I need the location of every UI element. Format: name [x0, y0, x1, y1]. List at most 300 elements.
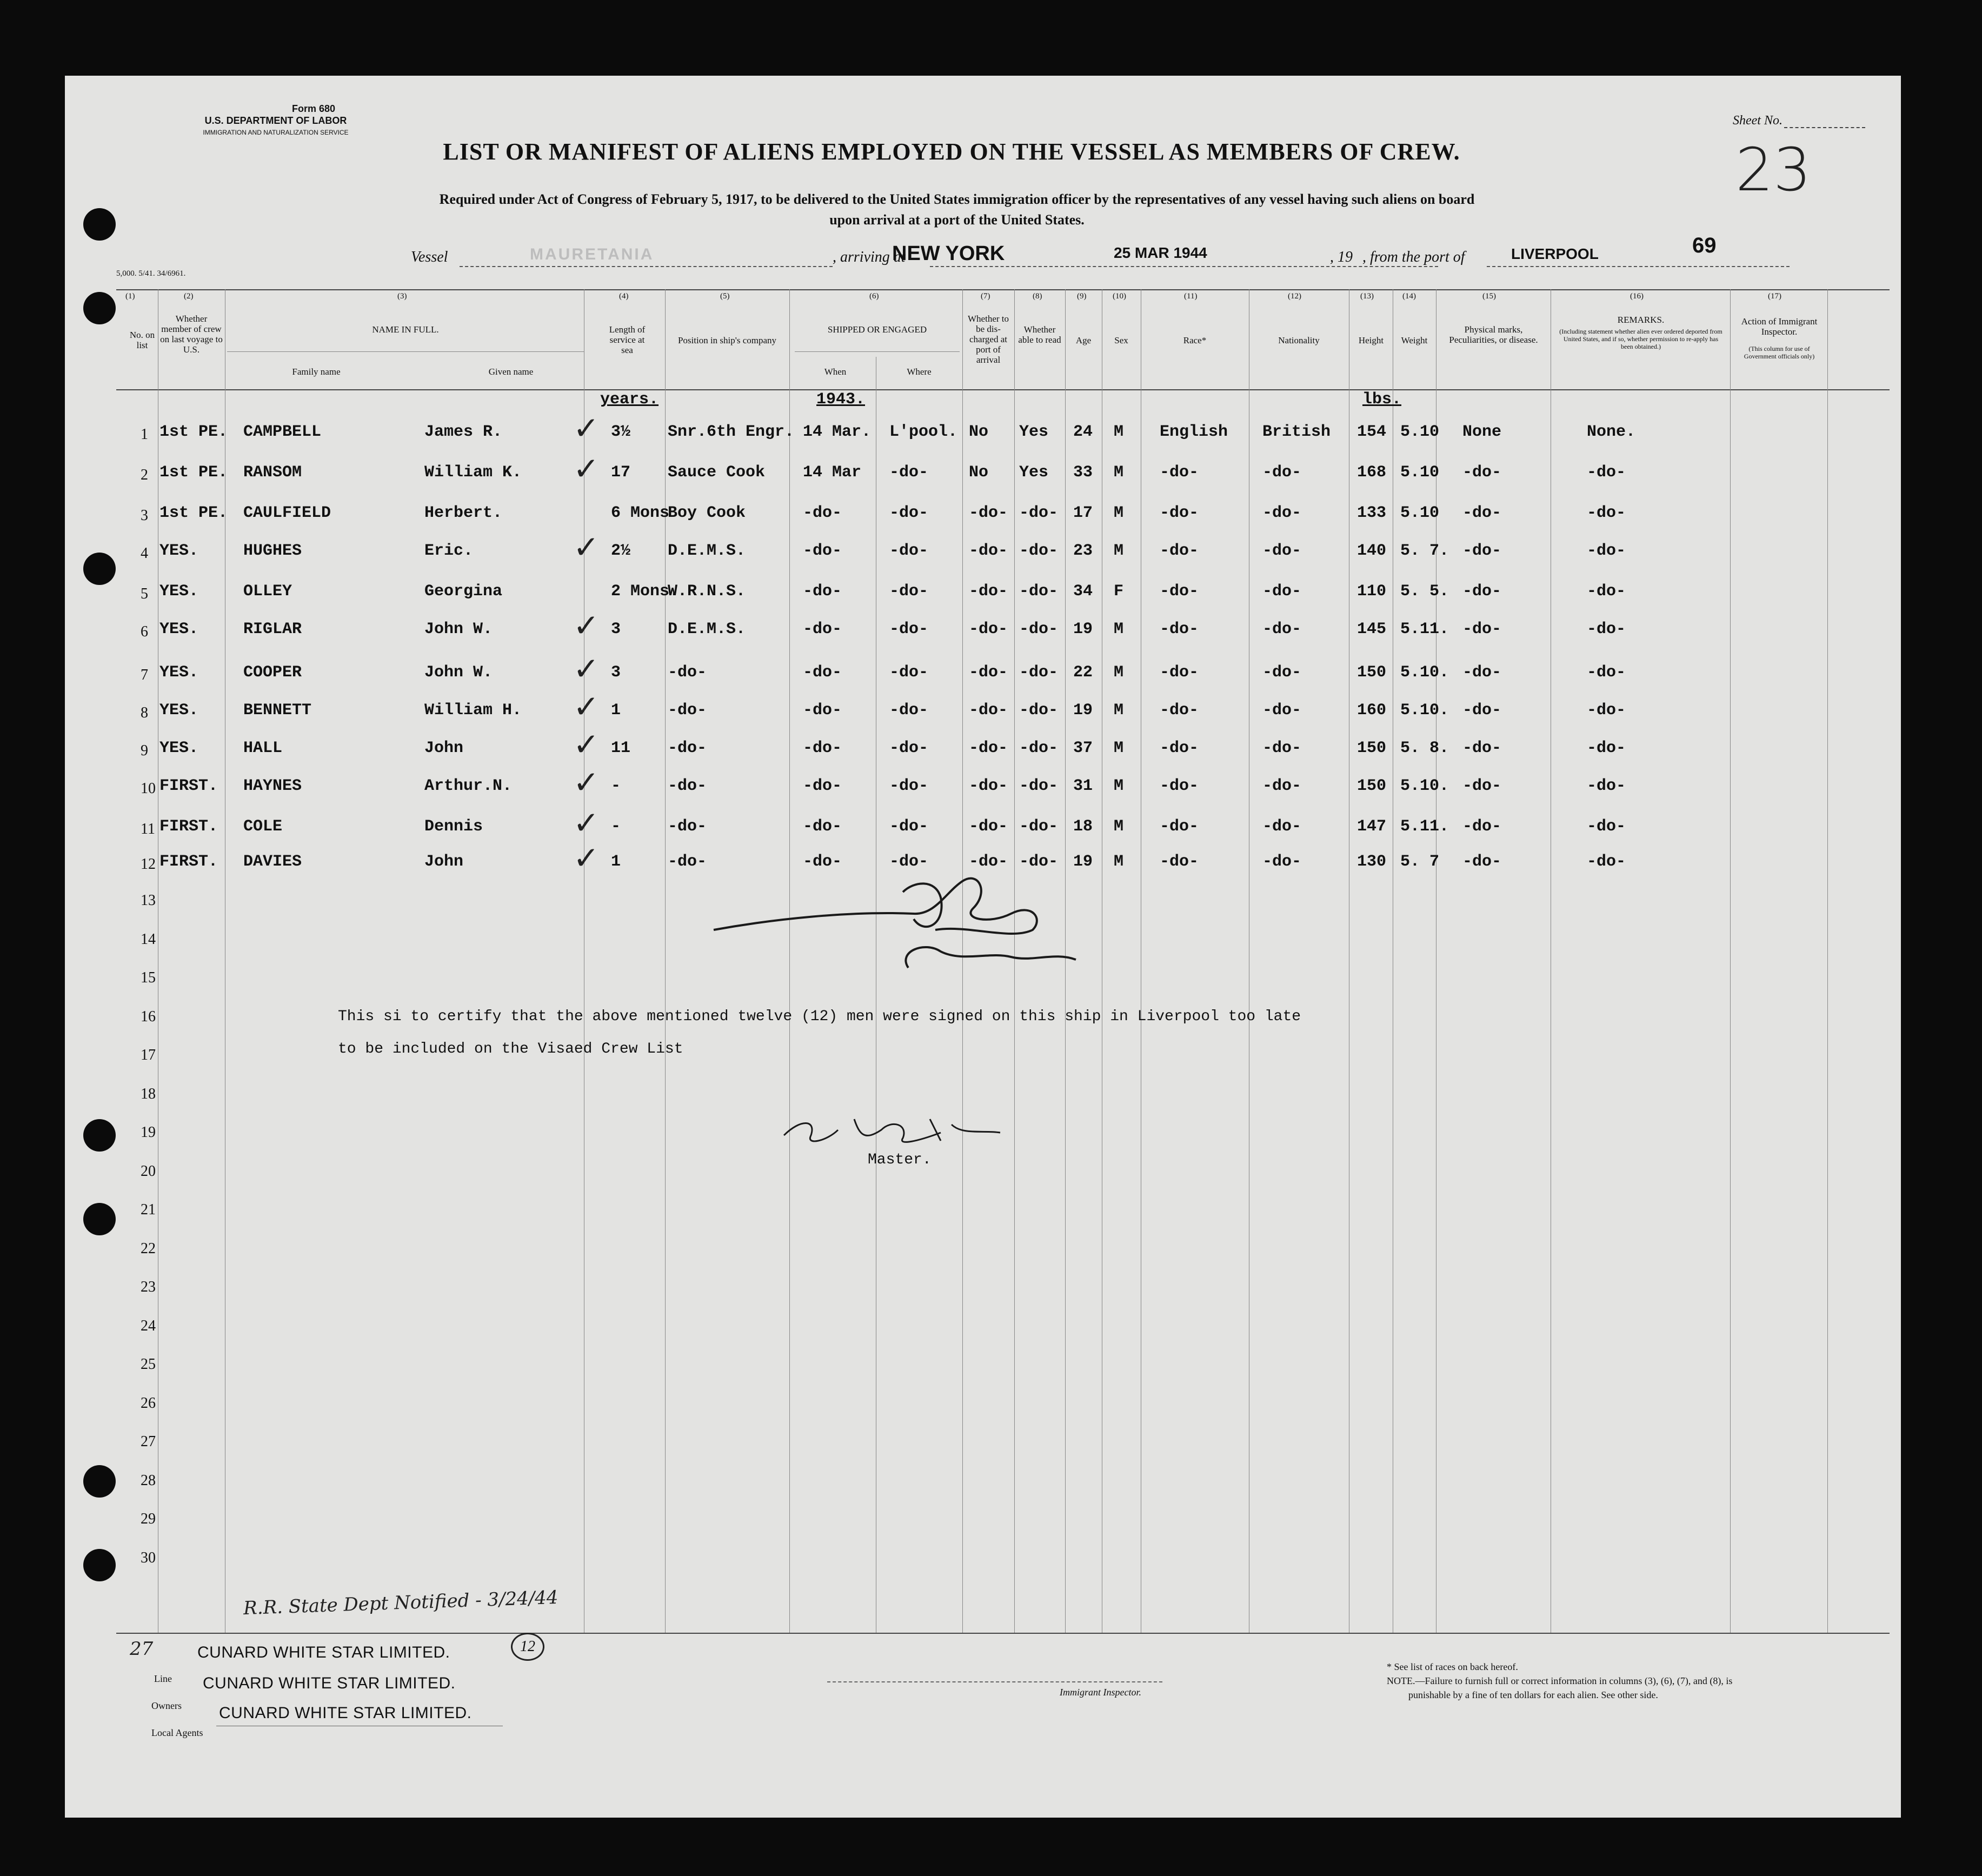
height-cell: 5.10.	[1400, 701, 1449, 720]
remarks-cell: -do-	[1587, 582, 1626, 601]
weight-cell: 160	[1357, 701, 1387, 720]
position-cell: -do-	[668, 777, 707, 795]
table-row	[65, 840, 1901, 884]
nationality-cell: British	[1262, 423, 1331, 441]
line-number: 14	[141, 931, 156, 948]
agents-stamp: CUNARD WHITE STAR LIMITED.	[219, 1704, 472, 1722]
given-name-cell: Georgina	[424, 582, 503, 601]
sex-cell: M	[1114, 463, 1124, 482]
local-agents-label: Local Agents	[151, 1727, 203, 1738]
able-to-read-cell: -do-	[1019, 701, 1059, 720]
sex-cell: M	[1114, 817, 1124, 836]
table-row	[65, 529, 1901, 573]
last-voyage-cell: YES.	[159, 582, 199, 601]
physical-marks-cell: -do-	[1462, 739, 1502, 757]
punch-hole	[83, 1203, 116, 1235]
service-length-cell: 17	[611, 463, 631, 482]
position-cell: Snr.6th Engr.	[668, 423, 795, 441]
handwritten-state-dept-note: R.R. State Dept Notified - 3/24/44	[243, 1586, 559, 1620]
position-cell: D.E.M.S.	[668, 620, 746, 638]
col-number: (10)	[1113, 292, 1126, 301]
age-cell: 24	[1073, 423, 1093, 441]
service-length-cell: -	[611, 777, 621, 795]
family-name-cell: DAVIES	[243, 853, 302, 871]
last-voyage-cell: FIRST.	[159, 777, 218, 795]
physical-marks-cell: -do-	[1462, 504, 1502, 522]
race-cell: -do-	[1160, 463, 1199, 482]
line-number: 16	[141, 1008, 156, 1025]
col-header-service: Length of service at sea	[609, 324, 646, 355]
line-number: 6	[141, 623, 148, 640]
col-number: (4)	[619, 292, 629, 301]
discharged-cell: -do-	[969, 739, 1008, 757]
given-name-cell: John W.	[424, 663, 493, 682]
col-number: (7)	[981, 292, 990, 301]
from-port-label: , from the port of	[1362, 249, 1465, 265]
position-cell: -do-	[668, 853, 707, 871]
vessel-name: MAURETANIA	[530, 245, 654, 263]
shipped-when-cell: -do-	[803, 739, 842, 757]
checkmark-icon: ✓	[573, 450, 600, 487]
table-row	[65, 410, 1901, 454]
vessel-fill-line	[460, 266, 833, 267]
form-number: Form 680	[291, 103, 336, 114]
col-header-inspector-note: (This column for use of Government officials only)	[1744, 345, 1815, 360]
name-subheader-rule	[227, 351, 584, 352]
discharged-cell: -do-	[969, 817, 1008, 836]
line-number: 19	[141, 1124, 156, 1141]
age-cell: 34	[1073, 582, 1093, 601]
arrival-date-stamp: 25 MAR 1944	[1114, 244, 1207, 261]
page-title: LIST OR MANIFEST OF ALIENS EMPLOYED ON THE VESSEL AS MEMBERS OF CREW.	[443, 138, 1460, 165]
service-length-cell: 2 Mons.	[611, 582, 680, 601]
col-header-family-name: Family name	[292, 367, 341, 377]
print-code: 5,000. 5/41. 34/6961.	[116, 269, 186, 278]
shipped-when-cell: -do-	[803, 777, 842, 795]
line-number: 27	[141, 1433, 156, 1450]
checkmark-icon: ✓	[573, 764, 600, 801]
col-header-last-voyage: Whether member of crew on last voyage to U.S.	[160, 314, 223, 355]
position-cell: W.R.N.S.	[668, 582, 746, 601]
physical-marks-cell: -do-	[1462, 777, 1502, 795]
height-cell: 5.11.	[1400, 620, 1449, 638]
owners-stamp: CUNARD WHITE STAR LIMITED.	[203, 1674, 456, 1692]
physical-marks-cell: -do-	[1462, 663, 1502, 682]
col-number: (15)	[1482, 292, 1496, 301]
service-name: IMMIGRATION AND NATURALIZATION SERVICE	[203, 129, 349, 136]
line-number: 7	[141, 667, 148, 683]
given-name-cell: William K.	[424, 463, 522, 482]
age-cell: 19	[1073, 701, 1093, 720]
last-voyage-cell: YES.	[159, 620, 199, 638]
able-to-read-cell: -do-	[1019, 777, 1059, 795]
line-number: 23	[141, 1279, 156, 1295]
checkmark-icon: ✓	[573, 840, 600, 876]
remarks-cell: -do-	[1587, 620, 1626, 638]
table-row	[65, 650, 1901, 695]
master-signature	[779, 1108, 1006, 1152]
discharged-cell: -do-	[969, 620, 1008, 638]
shipped-when-cell: -do-	[803, 853, 842, 871]
discharged-cell: -do-	[969, 701, 1008, 720]
inspector-label: Immigrant Inspector.	[1060, 1687, 1141, 1698]
family-name-cell: BENNETT	[243, 701, 312, 720]
discharged-cell: -do-	[969, 663, 1008, 682]
weight-cell: 130	[1357, 853, 1387, 871]
shipped-where-cell: -do-	[889, 701, 929, 720]
footnote-note: NOTE.—Failure to furnish full or correct information in columns (3), (6), (7), and (8), is	[1387, 1675, 1733, 1686]
shipped-subheader-rule	[795, 351, 960, 352]
last-voyage-cell: YES.	[159, 739, 199, 757]
last-voyage-cell: 1st PE.	[159, 423, 228, 441]
family-name-cell: HALL	[243, 739, 283, 757]
race-cell: -do-	[1160, 853, 1199, 871]
line-number: 10	[141, 780, 156, 797]
punch-hole	[83, 292, 116, 324]
certification-line-2: to be included on the Visaed Crew List	[338, 1041, 683, 1057]
last-voyage-cell: YES.	[159, 542, 199, 560]
race-cell: -do-	[1160, 504, 1199, 522]
age-cell: 17	[1073, 504, 1093, 522]
weight-cell: 145	[1357, 620, 1387, 638]
line-number: 24	[141, 1318, 156, 1334]
weight-cell: 140	[1357, 542, 1387, 560]
weight-cell: 168	[1357, 463, 1387, 482]
line-number: 9	[141, 742, 148, 759]
discharged-cell: -do-	[969, 777, 1008, 795]
col-header-weight: Weight	[1401, 335, 1428, 345]
nationality-cell: -do-	[1262, 663, 1302, 682]
col-header-remarks-note: (Including statement whether alien ever ordered deported from United States, and if so, whether permission to re-apply has been obtained.)	[1559, 328, 1722, 350]
line-number: 4	[141, 545, 148, 562]
vessel-details-row	[346, 244, 1806, 271]
checkmark-icon: ✓	[573, 688, 600, 725]
remarks-cell: -do-	[1587, 777, 1626, 795]
sex-cell: M	[1114, 504, 1124, 522]
col-number: (14)	[1402, 292, 1416, 301]
remarks-cell: -do-	[1587, 817, 1626, 836]
table-header-bottom-rule	[116, 389, 1890, 390]
line-number: 25	[141, 1356, 156, 1373]
race-cell: -do-	[1160, 739, 1199, 757]
shipped-when-cell: -do-	[803, 701, 842, 720]
shipped-where-cell: -do-	[889, 582, 929, 601]
nationality-cell: -do-	[1262, 620, 1302, 638]
owners-label: Owners	[151, 1700, 182, 1711]
line-label: Line	[154, 1673, 172, 1684]
line-number: 21	[141, 1201, 156, 1218]
checkmark-icon: ✓	[573, 529, 600, 566]
arriving-label: , arriving at	[833, 249, 906, 265]
service-length-cell: 1	[611, 701, 621, 720]
service-length-cell: 2½	[611, 542, 631, 560]
last-voyage-cell: FIRST.	[159, 853, 218, 871]
department-name: U.S. DEPARTMENT OF LABOR	[204, 115, 347, 126]
table-row	[65, 764, 1901, 808]
nationality-cell: -do-	[1262, 817, 1302, 836]
age-cell: 23	[1073, 542, 1093, 560]
height-cell: 5.10	[1400, 423, 1440, 441]
line-number: 5	[141, 586, 148, 602]
col-number: (9)	[1077, 292, 1087, 301]
line-number: 3	[141, 507, 148, 524]
table-row	[65, 450, 1901, 495]
line-number: 2	[141, 467, 148, 483]
page-subtitle	[335, 189, 1579, 230]
able-to-read-cell: -do-	[1019, 853, 1059, 871]
table-row	[65, 688, 1901, 733]
footnote-fine: punishable by a fine of ten dollars for each alien. See other side.	[1408, 1689, 1658, 1700]
height-cell: 5.10	[1400, 463, 1440, 482]
given-name-cell: John	[424, 853, 464, 871]
service-length-cell: 1	[611, 853, 621, 871]
col-header-position: Position in ship's company	[677, 335, 777, 345]
race-cell: -do-	[1160, 817, 1199, 836]
col-number: (8)	[1033, 292, 1042, 301]
col-header-physical-marks: Physical marks, Peculiarities, or disease.	[1449, 324, 1538, 345]
col-number: (6)	[869, 292, 879, 301]
col-header-discharged: Whether to be dis-charged at port of arrival	[968, 314, 1009, 365]
weight-cell: 154	[1357, 423, 1387, 441]
physical-marks-cell: -do-	[1462, 701, 1502, 720]
shipped-where-cell: -do-	[889, 663, 929, 682]
age-cell: 19	[1073, 620, 1093, 638]
able-to-read-cell: -do-	[1019, 817, 1059, 836]
position-cell: -do-	[668, 663, 707, 682]
height-cell: 5.10.	[1400, 663, 1449, 682]
given-name-cell: Herbert.	[424, 504, 503, 522]
line-number: 26	[141, 1395, 156, 1412]
punch-hole	[83, 1119, 116, 1152]
from-port: LIVERPOOL	[1511, 245, 1599, 262]
line-number: 12	[141, 856, 156, 873]
given-name-cell: William H.	[424, 701, 522, 720]
service-length-cell: 3½	[611, 423, 631, 441]
race-cell: -do-	[1160, 701, 1199, 720]
age-cell: 18	[1073, 817, 1093, 836]
subtitle-line-1: Required under Act of Congress of February 5, 1917, to be delivered to the United States immigration officer by the representatives of any vessel having such aliens on board	[439, 191, 1475, 207]
family-name-cell: OLLEY	[243, 582, 292, 601]
shipped-where-cell: -do-	[889, 817, 929, 836]
checkmark-icon: ✓	[573, 650, 600, 687]
arrival-fill-line	[930, 266, 1438, 267]
given-name-cell: Eric.	[424, 542, 474, 560]
given-name-cell: Arthur.N.	[424, 777, 513, 795]
col-number: (5)	[720, 292, 730, 301]
nationality-cell: -do-	[1262, 582, 1302, 601]
col-header-sex: Sex	[1114, 335, 1128, 345]
remarks-cell: -do-	[1587, 542, 1626, 560]
col-number: (3)	[397, 292, 407, 301]
from-port-fill-line	[1487, 266, 1790, 267]
line-number: 20	[141, 1163, 156, 1180]
physical-marks-cell: -do-	[1462, 542, 1502, 560]
height-cell: 5.11.	[1400, 817, 1449, 836]
remarks-cell: -do-	[1587, 739, 1626, 757]
able-to-read-cell: -do-	[1019, 504, 1059, 522]
race-cell: -do-	[1160, 620, 1199, 638]
col-number: (13)	[1360, 292, 1374, 301]
discharged-cell: No	[969, 423, 989, 441]
shipped-when-cell: -do-	[803, 542, 842, 560]
line-number: 17	[141, 1047, 156, 1063]
punch-hole	[83, 1549, 116, 1581]
col-number: (16)	[1630, 292, 1644, 301]
weight-cell: 147	[1357, 817, 1387, 836]
col-header-nationality: Nationality	[1278, 335, 1320, 345]
nationality-cell: -do-	[1262, 853, 1302, 871]
col-header-list-no: No. on list	[129, 330, 155, 350]
checkmark-icon: ✓	[573, 410, 600, 447]
col-number: (1)	[125, 292, 135, 301]
age-cell: 31	[1073, 777, 1093, 795]
inspector-signature-line	[827, 1681, 1162, 1682]
able-to-read-cell: -do-	[1019, 582, 1059, 601]
race-cell: English	[1160, 423, 1228, 441]
last-voyage-cell: YES.	[159, 663, 199, 682]
service-length-cell: 11	[611, 739, 631, 757]
physical-marks-cell: -do-	[1462, 853, 1502, 871]
family-name-cell: CAMPBELL	[243, 423, 322, 441]
shipped-where-cell: -do-	[889, 620, 929, 638]
line-number: 28	[141, 1472, 156, 1489]
col-header-given-name: Given name	[488, 367, 534, 377]
height-cell: 5. 8.	[1400, 739, 1449, 757]
age-cell: 22	[1073, 663, 1093, 682]
discharged-cell: -do-	[969, 504, 1008, 522]
able-to-read-cell: -do-	[1019, 620, 1059, 638]
page-number: 69	[1692, 234, 1717, 257]
table-row	[65, 804, 1901, 849]
table-row	[65, 607, 1901, 651]
physical-marks-cell: None	[1462, 423, 1502, 441]
remarks-cell: -do-	[1587, 463, 1626, 482]
margin-handwritten-mark: 27	[130, 1638, 154, 1660]
checkmark-icon: ✓	[573, 607, 600, 644]
shipped-when-cell: 14 Mar	[803, 463, 862, 482]
family-name-cell: CAULFIELD	[243, 504, 331, 522]
sex-cell: M	[1114, 739, 1124, 757]
table-bottom-rule	[116, 1633, 1890, 1634]
line-number: 11	[141, 821, 155, 837]
age-cell: 37	[1073, 739, 1093, 757]
shipped-where-cell: -do-	[889, 504, 929, 522]
height-cell: 5.10	[1400, 504, 1440, 522]
given-name-cell: John	[424, 739, 464, 757]
handwritten-sheet-number: 23	[1735, 135, 1811, 204]
nationality-cell: -do-	[1262, 701, 1302, 720]
family-name-cell: COOPER	[243, 663, 302, 682]
race-cell: -do-	[1160, 777, 1199, 795]
col-number: (11)	[1184, 292, 1198, 301]
able-to-read-cell: -do-	[1019, 663, 1059, 682]
discharged-cell: -do-	[969, 853, 1008, 871]
last-voyage-cell: 1st PE.	[159, 504, 228, 522]
physical-marks-cell: -do-	[1462, 463, 1502, 482]
circled-count: 12	[511, 1633, 544, 1661]
certification-line-1: This si to certify that the above mentioned twelve (12) men were signed on this ship in Liverpool too late	[338, 1008, 1301, 1025]
shipped-when-cell: -do-	[803, 663, 842, 682]
shipped-when-cell: -do-	[803, 582, 842, 601]
family-name-cell: HUGHES	[243, 542, 302, 560]
col-header-inspector-action: Action of Immigrant Inspector.	[1741, 316, 1818, 337]
given-name-cell: John W.	[424, 620, 493, 638]
given-name-cell: Dennis	[424, 817, 483, 836]
sex-cell: M	[1114, 777, 1124, 795]
remarks-cell: -do-	[1587, 504, 1626, 522]
sheet-number-line	[1784, 127, 1865, 128]
checkmark-icon: ✓	[573, 804, 600, 841]
col-header-where: Where	[907, 367, 932, 377]
position-cell: -do-	[668, 701, 707, 720]
line-number: 1	[141, 426, 148, 443]
sex-cell: M	[1114, 423, 1124, 441]
discharged-cell: -do-	[969, 542, 1008, 560]
height-cell: 5. 7.	[1400, 542, 1449, 560]
unit-year-shipped: 1943.	[816, 390, 866, 409]
able-to-read-cell: -do-	[1019, 542, 1059, 560]
family-name-cell: RANSOM	[243, 463, 302, 482]
position-cell: D.E.M.S.	[668, 542, 746, 560]
height-cell: 5. 5.	[1400, 582, 1449, 601]
punch-hole	[83, 208, 116, 241]
family-name-cell: HAYNES	[243, 777, 302, 795]
line-number: 18	[141, 1086, 156, 1102]
able-to-read-cell: Yes	[1019, 423, 1049, 441]
sheet-number-label: Sheet No.	[1733, 114, 1783, 128]
physical-marks-cell: -do-	[1462, 620, 1502, 638]
manifest-sheet	[65, 76, 1901, 1818]
shipped-where-cell: -do-	[889, 777, 929, 795]
col-header-able-to-read: Whether able to read	[1018, 324, 1061, 345]
last-voyage-cell: FIRST.	[159, 817, 218, 836]
shipped-when-cell: -do-	[803, 620, 842, 638]
physical-marks-cell: -do-	[1462, 582, 1502, 601]
able-to-read-cell: -do-	[1019, 739, 1059, 757]
master-label: Master.	[868, 1152, 932, 1168]
sex-cell: M	[1114, 542, 1124, 560]
col-number: (2)	[184, 292, 194, 301]
subtitle-line-2: upon arrival at a port of the United States.	[829, 212, 1085, 228]
race-cell: -do-	[1160, 542, 1199, 560]
service-length-cell: -	[611, 817, 621, 836]
col-header-race: Race*	[1183, 335, 1207, 345]
shipped-when-cell: -do-	[803, 817, 842, 836]
position-cell: Boy Cook	[668, 504, 746, 522]
sex-cell: M	[1114, 663, 1124, 682]
sex-cell: F	[1114, 582, 1124, 601]
shipped-where-cell: -do-	[889, 853, 929, 871]
race-cell: -do-	[1160, 663, 1199, 682]
line-number: 29	[141, 1511, 156, 1527]
age-cell: 19	[1073, 853, 1093, 871]
position-cell: Sauce Cook	[668, 463, 766, 482]
shipped-where-cell: -do-	[889, 463, 929, 482]
sex-cell: M	[1114, 701, 1124, 720]
position-cell: -do-	[668, 739, 707, 757]
arriving-port: NEW YORK	[892, 242, 1005, 265]
col-number: (17)	[1768, 292, 1781, 301]
col-number: (12)	[1288, 292, 1301, 301]
weight-cell: 150	[1357, 739, 1387, 757]
nationality-cell: -do-	[1262, 463, 1302, 482]
table-row	[65, 726, 1901, 770]
shipped-where-cell: -do-	[889, 739, 929, 757]
footnote-block	[1387, 1660, 1884, 1702]
col-header-height: Height	[1358, 335, 1384, 345]
year-label: , 19	[1330, 249, 1353, 265]
line-number: 15	[141, 969, 156, 986]
